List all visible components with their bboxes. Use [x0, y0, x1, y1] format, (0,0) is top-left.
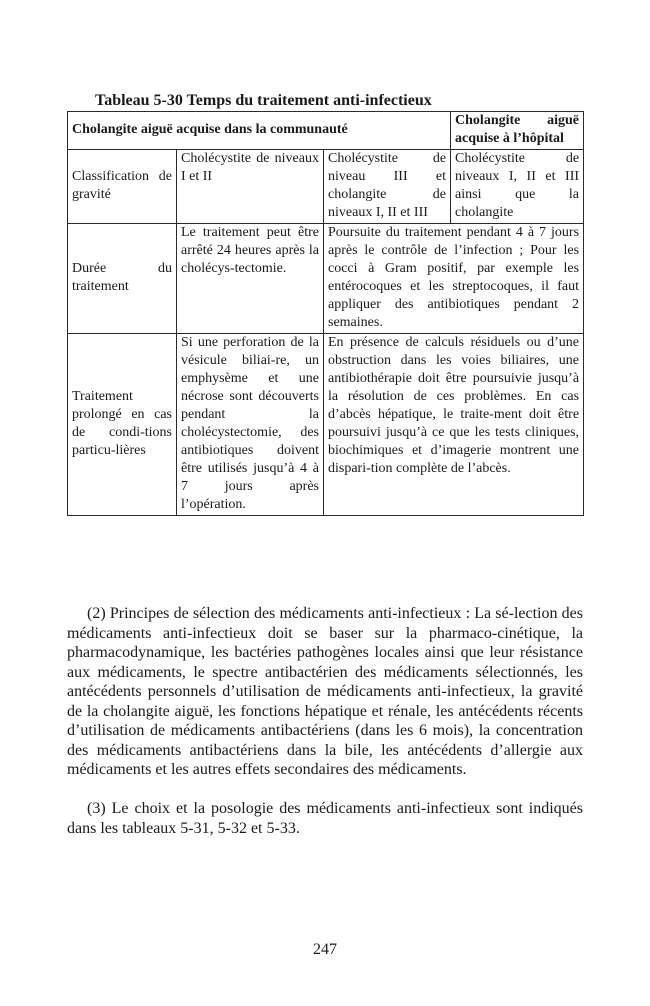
row-label-severity: Classification de gravité [68, 150, 177, 224]
cell-duration-other: Poursuite du traitement pendant 4 à 7 jours après le contrôle de l’infection ; Pour les cocci à Gram positif, par exemple les entérocoques et les streptocoques, il faut appliquer des antibiotiques pendant 2 semaines. [324, 224, 584, 334]
table-header-row [68, 112, 584, 150]
row-label-duration: Durée du traitement [68, 224, 177, 334]
paragraph-drug-selection: (2) Principes de sélection des médicaments anti-infectieux : La sé-lection des médicaments anti-infectieux doit se baser sur la pharmaco-cinétique, la pharmacodynamique, les bactéries pathogènes locales ainsi que leur résistance aux médicaments, le spectre antibactérien des médicaments sélectionnés, les antécédents personnels d’utilisation de médicaments anti-infectieux, la gravité de la cholangite aiguë, les fonctions hépatique et rénale, les antécédents récents d’utilisation de médicaments antibactériens (dans les 6 mois), la concentration des médicaments antibactériens dans la bile, les antécédents d’allergie aux médicaments et les autres effets secondaires des médicaments. [67, 605, 583, 778]
header-hospital: Cholangite aiguë acquise à l’hôpital [451, 112, 584, 150]
cell-severity-grade-1-2: Cholécystite de niveaux I et II [177, 150, 324, 224]
table-row-duration [68, 224, 584, 334]
paragraph-drug-dosage: (3) Le choix et la posologie des médicaments anti-infectieux sont indiqués dans les tableaux 5-31, 5-32 et 5-33. [67, 800, 583, 837]
table-row-severity [68, 150, 584, 224]
table-row-prolonged [68, 334, 584, 516]
cell-severity-hospital: Cholécystite de niveaux I, II et III ainsi que la cholangite [451, 150, 584, 224]
table-caption: Tableau 5-30 Temps du traitement anti-infectieux [95, 92, 432, 109]
page-number: 247 [313, 941, 337, 958]
cell-prolonged-other: En présence de calculs résiduels ou d’une obstruction dans les voies biliaires, une antibiothérapie doit être poursuivie jusqu’à la résolution de ces problèmes. En cas d’abcès hépatique, le traite-ment doit être poursuivi jusqu’à ce que les tests cliniques, biochimiques et d’imagerie montrent une dispari-tion complète de l’abcès. [324, 334, 584, 516]
cell-duration-grade-1-2: Le traitement peut être arrêté 24 heures après la cholécys-tectomie. [177, 224, 324, 334]
cell-prolonged-grade-1-2: Si une perforation de la vésicule biliai-re, un emphysème et une nécrose sont découverts pendant la cholécystectomie, des antibiotiques doivent être utilisés jusqu’à 4 à 7 jours après l’opération. [177, 334, 324, 516]
cell-severity-grade-3: Cholécystite de niveau III et cholangite de niveaux I, II et III [324, 150, 451, 224]
treatment-duration-table [67, 111, 584, 516]
header-community: Cholangite aiguë acquise dans la communauté [68, 112, 451, 150]
row-label-prolonged: Traitement prolongé en cas de condi-tions particu-lières [68, 334, 177, 516]
